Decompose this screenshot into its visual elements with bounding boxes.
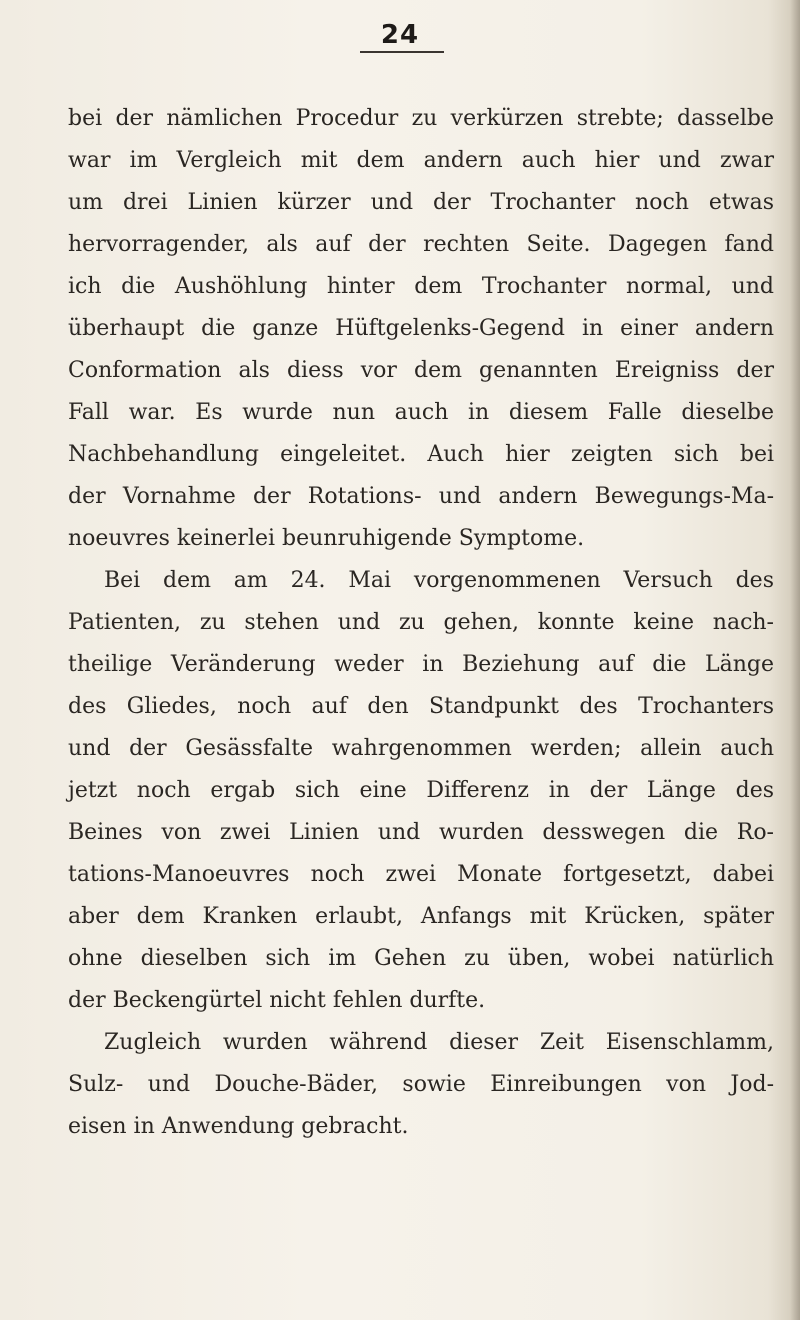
text-line: jetzt noch ergab sich eine Differenz in der Länge des	[68, 778, 774, 803]
text-line: um drei Linien kürzer und der Trochanter noch etwas	[68, 190, 774, 215]
text-line: und der Gesässfalte wahrgenommen werden; allein auch	[68, 736, 774, 761]
text-line: aber dem Kranken erlaubt, Anfangs mit Krücken, später	[68, 904, 774, 929]
text-line: Fall war. Es wurde nun auch in diesem Falle dieselbe	[68, 400, 774, 425]
text-line: Beines von zwei Linien und wurden desswegen die Ro-	[68, 820, 774, 845]
text-line: Conformation als diess vor dem genannten Ereigniss der	[68, 358, 774, 383]
text-line: der Vornahme der Rotations- und andern Bewegungs-Ma-	[68, 484, 774, 509]
page-number: 24	[380, 20, 420, 50]
body-text	[68, 98, 774, 1148]
text-line: Patienten, zu stehen und zu gehen, konnte keine nach-	[68, 610, 774, 635]
text-line: Nachbehandlung eingeleitet. Auch hier zeigten sich bei	[68, 442, 774, 467]
text-line: der Beckengürtel nicht fehlen durfte.	[68, 988, 486, 1013]
page-edge-shadow	[790, 0, 800, 1320]
text-line: war im Vergleich mit dem andern auch hier und zwar	[68, 148, 774, 173]
text-line: eisen in Anwendung gebracht.	[68, 1114, 409, 1139]
text-line: ohne dieselben sich im Gehen zu üben, wobei natürlich	[68, 946, 774, 971]
text-line: bei der nämlichen Procedur zu verkürzen strebte; dasselbe	[68, 106, 774, 131]
text-line: theilige Veränderung weder in Beziehung auf die Länge	[68, 652, 774, 677]
text-line: tations-Manoeuvres noch zwei Monate fortgesetzt, dabei	[68, 862, 774, 887]
text-line: noeuvres keinerlei beunruhigende Symptome.	[68, 526, 585, 551]
text-line: überhaupt die ganze Hüftgelenks-Gegend in einer andern	[68, 316, 774, 341]
page-number-underline	[360, 51, 444, 53]
text-line: Sulz- und Douche-Bäder, sowie Einreibungen von Jod-	[68, 1072, 774, 1097]
text-line: des Gliedes, noch auf den Standpunkt des Trochanters	[68, 694, 774, 719]
text-line: Zugleich wurden während dieser Zeit Eisenschlamm,	[104, 1030, 774, 1055]
text-line: ich die Aushöhlung hinter dem Trochanter normal, und	[68, 274, 774, 299]
text-line: Bei dem am 24. Mai vorgenommenen Versuch des	[104, 568, 774, 593]
text-line: hervorragender, als auf der rechten Seite. Dagegen fand	[68, 232, 774, 257]
